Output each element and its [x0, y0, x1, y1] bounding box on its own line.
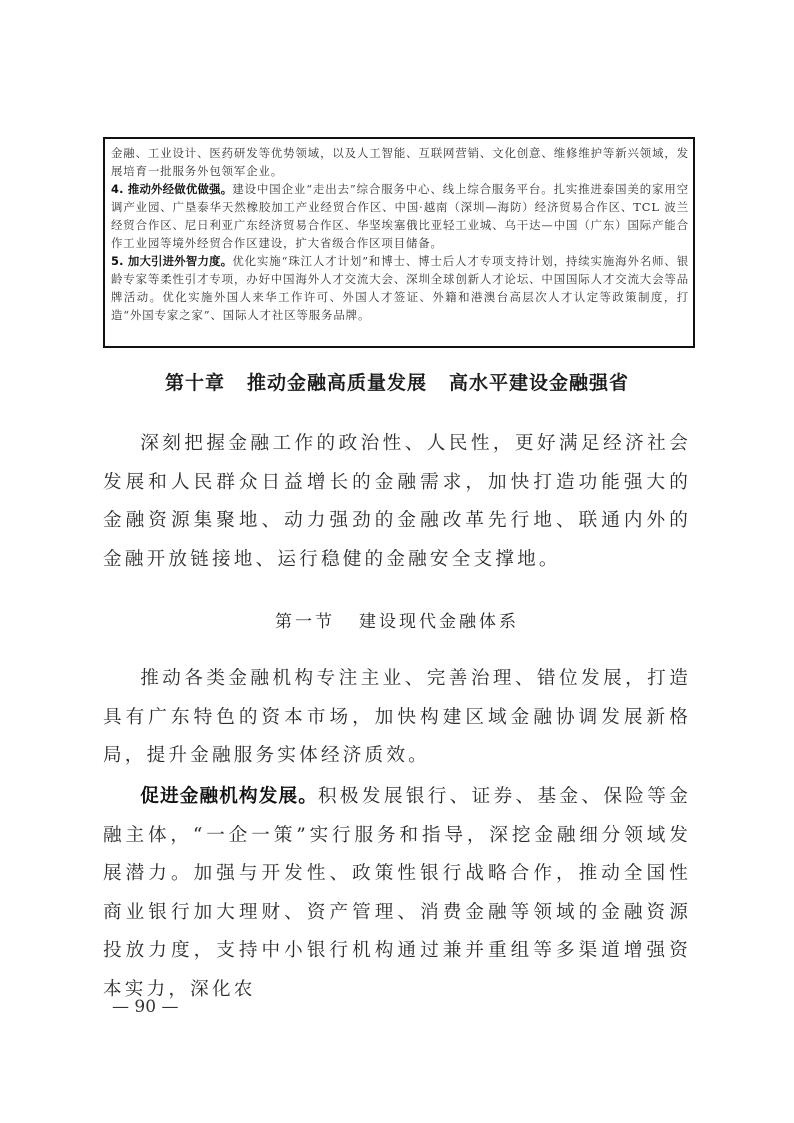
- box-item-4-text: 建设中国企业“走出去”综合服务中心、线上综合服务平台。扎实推进泰国美的家用空调产业园、广垦泰华天然橡胶加工产业经贸合作区、中国·越南（深圳—海防）经济贸易合作区、TCL 波兰经贸合作区、尼日利亚广东经济贸易合作区、华坚埃塞俄比亚轻工业城、乌干达—中国（广东）国际产能合作工业园等境外经贸合作区建设，扩大省级合作区项目储备。: [111, 182, 689, 250]
- paragraph-block: [103, 778, 691, 1009]
- box-item-5: [111, 252, 689, 324]
- box-intro: 金融、工业设计、医药研发等优势领域，以及人工智能、互联网营销、文化创意、维修维护等新兴领域，发展培育一批服务外包领军企业。: [111, 146, 689, 178]
- chapter-intro-block: [103, 425, 691, 579]
- section-intro: 推动各类金融机构专注主业、完善治理、错位发展，打造具有广东特色的资本市场，加快构建区域金融协调发展新格局，提升金融服务实体经济质效。: [103, 668, 691, 766]
- section-title: 建设现代金融体系: [359, 612, 519, 632]
- box-item-5-title: 5. 加大引进外智力度。: [111, 254, 233, 268]
- chapter-heading: [0, 368, 794, 395]
- box-item-5-text: 优化实施“珠江人才计划”和博士、博士后人才专项支持计划，持续实施海外名师、银龄专家等柔性引才专项，办好中国海外人才交流大会、深圳全球创新人才论坛、中国国际人才交流大会等品牌活动。优化实施外国人来华工作许可、外国人才签证、外籍和港澳台高层次人才认定等政策制度，打造“外国专家之家”、国际人才社区等服务品牌。: [111, 254, 689, 322]
- box-item-4-title: 4. 推动外经做优做强。: [111, 182, 233, 196]
- section-heading: [0, 607, 794, 632]
- paragraph-text: 积极发展银行、证券、基金、保险等金融主体，“一企一策”实行服务和指导，深挖金融细分领域发展潜力。加强与开发性、政策性银行战略合作，推动全国性商业银行加大理财、资产管理、消费金融等领域的金融资源投放力度，支持中小银行机构通过兼并重组等多渠道增强资本实力，深化农: [103, 786, 691, 1000]
- chapter-intro: 深刻把握金融工作的政治性、人民性，更好满足经济社会发展和人民群众日益增长的金融需求，加快打造功能强大的金融资源集聚地、动力强劲的金融改革先行地、联通内外的金融开放链接地、运行稳健的金融安全支撑地。: [103, 433, 691, 570]
- chapter-title-part1: 推动金融高质量发展: [246, 372, 427, 394]
- section-number: 第一节: [275, 612, 335, 632]
- highlight-box: [103, 137, 695, 348]
- section-intro-block: [103, 660, 691, 776]
- box-item-4: [111, 180, 689, 252]
- chapter-number: 第十章: [164, 372, 225, 394]
- paragraph-lead: 促进金融机构发展。: [140, 786, 318, 807]
- paragraph: [103, 778, 691, 1009]
- page-number: — 90 —: [112, 997, 179, 1017]
- chapter-title-part2: 高水平建设金融强省: [449, 372, 630, 394]
